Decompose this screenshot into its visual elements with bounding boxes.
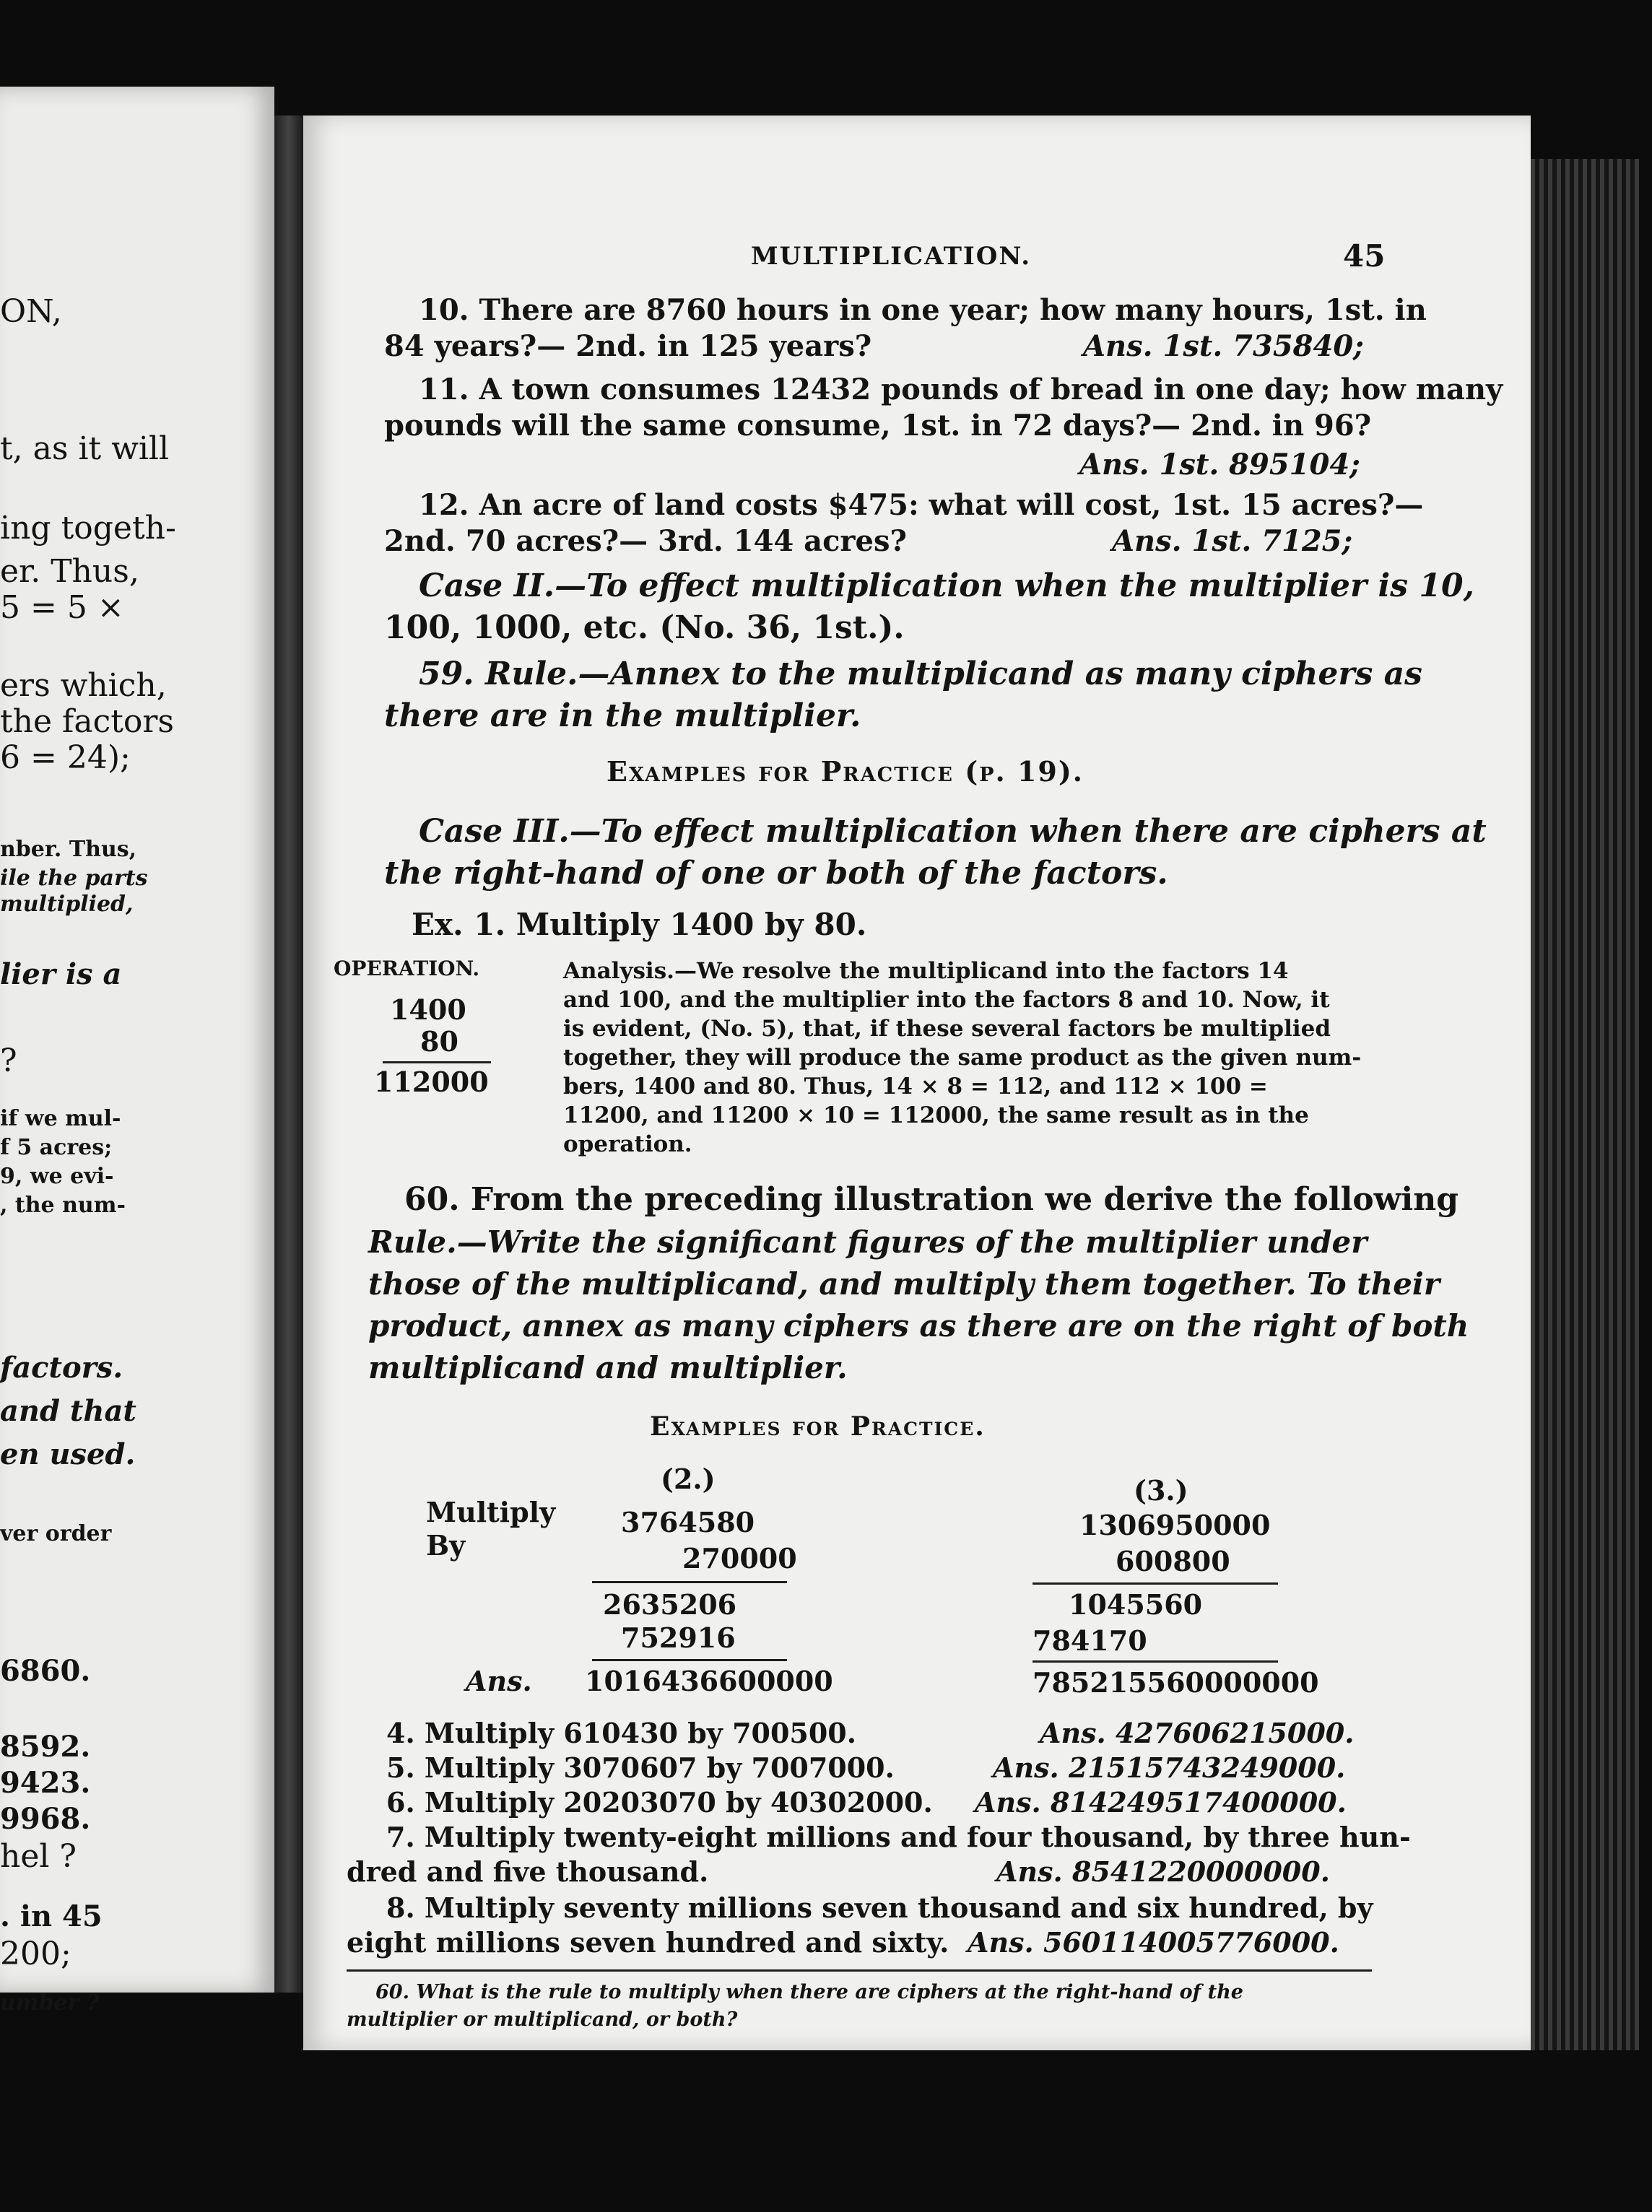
example-3-heading: (3.) <box>1134 1474 1188 1507</box>
para-60-rule-line3: product, annex as many ciphers as there are on the right of both <box>368 1308 1469 1344</box>
left-text: 8592. <box>0 1730 91 1764</box>
example-3-partial-1: 1045560 <box>1069 1588 1203 1621</box>
multiply-label: Multiply <box>426 1496 556 1528</box>
left-text: er. Thus, <box>0 553 139 590</box>
left-text: ON, <box>0 293 62 330</box>
case-2-line2: 100, 1000, etc. (No. 36, 1st.). <box>384 609 905 646</box>
footnote-line1: 60. What is the rule to multiply when there are ciphers at the right-hand of the <box>375 1981 1243 2003</box>
problem-10-line2: 84 years?— 2nd. in 125 years? <box>384 329 872 363</box>
problem-7-line2: dred and five thousand. <box>347 1855 709 1888</box>
problem-8-line2: eight millions seven hundred and sixty. <box>347 1926 949 1959</box>
problem-4: 4. Multiply 610430 by 700500. <box>386 1717 856 1749</box>
problem-4-answer: Ans. 427606215000. <box>1040 1717 1355 1749</box>
left-text: f 5 acres; <box>0 1135 113 1160</box>
case-3-line2: the right-hand of one or both of the factors. <box>384 855 1168 892</box>
left-text: 9968. <box>0 1802 91 1836</box>
left-text: lier is a <box>0 957 122 991</box>
example-2-rule <box>592 1581 787 1583</box>
left-text: ing togeth- <box>0 510 176 547</box>
example-2-partial-2: 752916 <box>621 1621 736 1654</box>
footnote-rule <box>347 1969 1372 1972</box>
left-text: . in 45 <box>0 1899 103 1933</box>
problem-10-line1: 10. There are 8760 hours in one year; how many hours, 1st. in <box>419 293 1427 327</box>
para-60-rule-line4: multiplicand and multiplier. <box>368 1350 848 1385</box>
problem-5-answer: Ans. 21515743249000. <box>993 1751 1346 1784</box>
left-page-fragment <box>0 87 274 2016</box>
problem-10-answer: Ans. 1st. 735840; <box>1083 329 1364 363</box>
analysis-line2: and 100, and the multiplier into the factors 8 and 10. Now, it <box>563 987 1330 1013</box>
example-2-multiplicand: 3764580 <box>621 1506 755 1538</box>
right-page <box>303 116 1531 2050</box>
problem-12-answer: Ans. 1st. 7125; <box>1112 524 1353 558</box>
examples-heading-2: Examples for Practice. <box>650 1411 986 1442</box>
operation-product: 112000 <box>374 1066 489 1098</box>
example-3-rule <box>1032 1660 1278 1663</box>
left-text: hel ? <box>0 1838 77 1875</box>
example-3-rule <box>1032 1582 1278 1585</box>
answer-label: Ans. <box>466 1665 532 1697</box>
problem-11-line2: pounds will the same consume, 1st. in 72 days?— 2nd. in 96? <box>384 409 1372 443</box>
examples-heading-1: Examples for Practice (p. 19). <box>607 755 1084 788</box>
analysis-line5: bers, 1400 and 80. Thus, 14 × 8 = 112, and 112 × 100 = <box>563 1074 1268 1100</box>
left-text: and that <box>0 1394 136 1428</box>
page-edges <box>1531 159 1639 2050</box>
left-text: 5 = 5 × <box>0 589 124 626</box>
example-2-multiplier: 270000 <box>682 1542 797 1575</box>
problem-11-answer: Ans. 1st. 895104; <box>1079 448 1360 482</box>
example-2-answer: 1016436600000 <box>585 1665 833 1697</box>
analysis-line3: is evident, (No. 5), that, if these several factors be multiplied <box>563 1016 1331 1042</box>
case-3-heading: Case III.—To effect multiplication when there are ciphers at <box>419 813 1487 850</box>
rule-59-line2: there are in the multiplier. <box>384 697 861 734</box>
problem-11-line1: 11. A town consumes 12432 pounds of bread in one day; how many <box>419 373 1503 406</box>
left-text: 6860. <box>0 1654 91 1688</box>
left-text: ? <box>0 1042 17 1079</box>
footnote-line2: multiplier or multiplicand, or both? <box>347 2008 738 2031</box>
left-text: umber ? <box>0 1990 100 2016</box>
left-text: factors. <box>0 1351 123 1385</box>
example-3-answer: 785215560000000 <box>1032 1666 1319 1699</box>
left-text: 6 = 24); <box>0 739 131 776</box>
analysis-line4: together, they will produce the same product as the given num- <box>563 1045 1362 1071</box>
by-label: By <box>426 1529 466 1562</box>
operation-multiplicand: 1400 <box>390 993 466 1026</box>
problem-5: 5. Multiply 3070607 by 7007000. <box>386 1751 895 1784</box>
problem-12-line2: 2nd. 70 acres?— 3rd. 144 acres? <box>384 524 907 558</box>
problem-7-line1: 7. Multiply twenty-eight millions and four thousand, by three hun- <box>386 1821 1411 1853</box>
example-3-partial-2: 784170 <box>1032 1624 1147 1657</box>
analysis-line7: operation. <box>563 1131 692 1157</box>
problem-12-line1: 12. An acre of land costs $475: what will cost, 1st. 15 acres?— <box>419 488 1424 522</box>
para-60-rule-line2: those of the multiplicand, and multiply them together. To their <box>368 1266 1440 1302</box>
analysis-line6: 11200, and 11200 × 10 = 112000, the same result as in the <box>563 1102 1309 1128</box>
problem-8-answer: Ans. 560114005776000. <box>968 1926 1339 1959</box>
left-text: the factors <box>0 703 174 740</box>
rule-59-line1: 59. Rule.—Annex to the multiplicand as many ciphers as <box>419 656 1422 692</box>
example-2-rule <box>592 1659 787 1661</box>
problem-6: 6. Multiply 20203070 by 40302000. <box>386 1786 933 1819</box>
example-1: Ex. 1. Multiply 1400 by 80. <box>412 907 867 942</box>
problem-8-line1: 8. Multiply seventy millions seven thousand and six hundred, by <box>386 1891 1373 1924</box>
left-text: 9, we evi- <box>0 1164 114 1189</box>
running-head: MULTIPLICATION. <box>751 242 1032 271</box>
left-text: if we mul- <box>0 1106 121 1131</box>
example-2-heading: (2.) <box>661 1463 716 1495</box>
page-number: 45 <box>1343 238 1386 274</box>
operation-multiplier: 80 <box>420 1025 458 1058</box>
book-gutter <box>274 116 303 1993</box>
case-2-heading: Case II.—To effect multiplication when the multiplier is 10, <box>419 567 1474 604</box>
operation-label: OPERATION. <box>334 957 480 980</box>
left-text: ver order <box>0 1521 112 1546</box>
left-text: 200; <box>0 1936 71 1972</box>
problem-7-answer: Ans. 8541220000000. <box>996 1855 1330 1888</box>
para-60-line1: 60. From the preceding illustration we derive the following <box>404 1181 1459 1218</box>
left-text: en used. <box>0 1437 136 1471</box>
left-text: 9423. <box>0 1766 91 1800</box>
left-text: , the num- <box>0 1193 126 1218</box>
left-text: t, as it will <box>0 430 170 467</box>
left-text: multiplied, <box>0 892 134 917</box>
left-text: ers which, <box>0 667 167 704</box>
problem-6-answer: Ans. 814249517400000. <box>975 1786 1347 1819</box>
example-3-multiplicand: 1306950000 <box>1079 1509 1271 1541</box>
example-3-multiplier: 600800 <box>1116 1545 1230 1577</box>
operation-rule <box>383 1061 491 1063</box>
example-2-partial-1: 2635206 <box>603 1588 737 1621</box>
left-text: ile the parts <box>0 866 148 891</box>
analysis-line1: Analysis.—We resolve the multiplicand into the factors 14 <box>563 958 1289 984</box>
para-60-rule-line1: Rule.—Write the significant figures of the multiplier under <box>368 1224 1368 1260</box>
left-text: nber. Thus, <box>0 837 137 862</box>
